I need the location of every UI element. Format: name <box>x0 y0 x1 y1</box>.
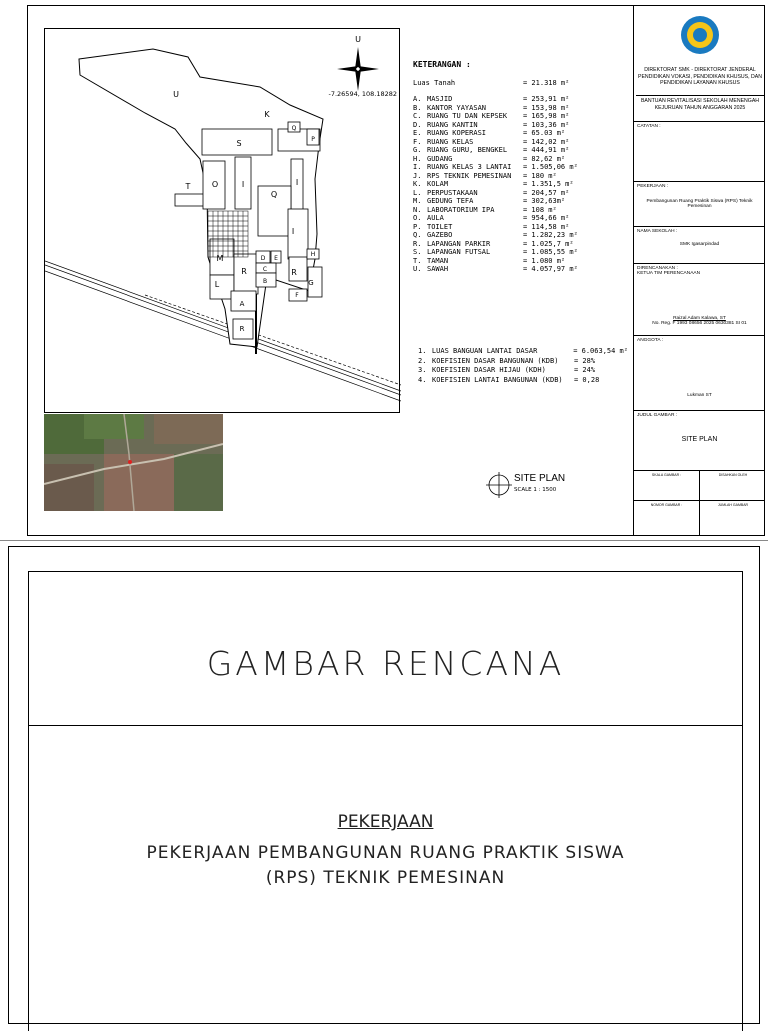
tb-nomor <box>634 501 765 536</box>
judul-label: JUDUL GAMBAR : <box>637 413 678 418</box>
coefficient-row: 4. KOEFISIEN LANTAI BANGUNAN (KDB) = 0,28 <box>418 375 600 384</box>
section-marker-icon <box>486 472 512 498</box>
coefficient-row: 2. KOEFISIEN DASAR BANGUNAN (KDB) = 28% <box>418 356 596 365</box>
plan-label-q: Q <box>270 190 278 199</box>
tb-anggota <box>634 336 765 411</box>
cover-heading: GAMBAR RENCANA <box>206 644 565 683</box>
plan-label-f: F <box>295 292 299 299</box>
compass-label: U <box>355 35 361 44</box>
legend-row: C. RUANG TU DAN KEPSEK = 165,98 m² <box>413 112 570 120</box>
title-block <box>633 5 765 536</box>
anggota-name: Lukman ST <box>687 393 712 398</box>
nomor-label: NOMOR GAMBAR : <box>634 501 700 536</box>
plan-label-o: O <box>211 180 219 189</box>
plan-label-d: D <box>260 255 266 262</box>
legend-row: H. GUDANG = 82,62 m² <box>413 154 566 163</box>
cover-line-1: PEKERJAAN PEMBANGUNAN RUANG PRAKTIK SISWA <box>146 843 625 863</box>
legend-row: D. RUANG KANTIN = 103,36 m² <box>413 120 570 129</box>
legend-row: S. LAPANGAN FUTSAL = 1.085,55 m² <box>413 248 578 256</box>
cover-pekerjaan-title <box>29 812 742 832</box>
ketua-label: KETUA TIM PERENCANAAN <box>637 271 701 276</box>
legend-row: J. RPS TEKNIK PEMESINAN = 180 m² <box>413 171 557 180</box>
pekerjaan-label: PEKERJAAN : <box>637 184 669 189</box>
legend-row: I. RUANG KELAS 3 LANTAI = 1.505,06 m² <box>413 163 578 171</box>
agency-name: DIREKTORAT SMK - DIREKTORAT JENDERAL PENDIDIKAN VOKASI, PENDIDIKAN KHUSUS, DAN PENDIDIKAN LAYANAN KHUSUS <box>638 67 762 86</box>
plan-label-i-2: I <box>295 178 299 187</box>
tb-pekerjaan <box>634 182 765 227</box>
site-plan-svg <box>45 29 401 414</box>
legend-row: R. LAPANGAN PARKIR = 1.025,7 m² <box>413 239 574 248</box>
legend-row: L. PERPUSTAKAAN = 204,57 m² <box>413 188 570 197</box>
pekerjaan-value: Pembangunan Ruang Praktik Siswa (RPS) Teknik Pemesinan <box>646 199 753 209</box>
tb-header <box>634 5 765 122</box>
plan-label-g: G <box>308 279 314 287</box>
cover-inner-frame <box>28 571 743 1031</box>
sekolah-value: SMK Igasarpindad <box>679 242 720 247</box>
legend-row: M. GEDUNG TEFA = 302,63m² <box>413 197 566 205</box>
plan-label-s: S <box>236 139 242 148</box>
plan-label-a: A <box>239 300 245 308</box>
coordinate-label: -7.26594, 108.18282 <box>328 90 397 98</box>
luas-value: = 21.318 m² <box>523 79 570 87</box>
direncanakan-label: DIRENCANAKAN : <box>637 266 678 271</box>
coefficient-list <box>418 347 628 385</box>
legend-row: T. TAMAN = 1.080 m² <box>413 256 566 265</box>
disahkan-label: DISAHKAN OLEH <box>718 473 748 477</box>
legend-row: E. RUANG KOPERASI = 65.03 m² <box>413 129 566 137</box>
plan-label-q-small: Q <box>291 125 297 132</box>
plan-label-r-1: R <box>241 267 247 276</box>
plan-label-t: T <box>185 182 191 191</box>
site-plan-drawing <box>44 28 400 413</box>
anggota-label: ANGGOTA : <box>637 338 664 343</box>
plan-label-p: P <box>311 136 315 143</box>
legend-title: KETERANGAN : <box>413 60 471 69</box>
tut-wuri-logo-icon <box>680 15 720 55</box>
cover-divider <box>29 725 742 726</box>
cover-sheet <box>8 546 760 1024</box>
luas-label: Luas Tanah <box>413 79 456 87</box>
jumlah-label: JUMLAH GAMBAR <box>717 503 749 507</box>
tb-judul <box>634 411 765 471</box>
plan-label-b: B <box>262 278 268 285</box>
ketua-name: Raizal Adam Kalawa, ST <box>673 316 726 321</box>
tb-sekolah <box>634 227 765 264</box>
tb-catatan <box>634 122 765 182</box>
legend-rows <box>413 95 628 274</box>
legend-row: K. KOLAM = 1.351,5 m² <box>413 180 574 188</box>
coefficient-row: 1. LUAS BANGUAN LANTAI DASAR = 6.063,54 m² <box>418 347 628 355</box>
legend-row: G. RUANG GURU, BENGKEL = 444,91 m² <box>413 146 570 154</box>
plan-label-m: M <box>216 254 224 263</box>
satellite-map-image <box>44 414 223 511</box>
legend-row: B. KANTOR YAYASAN = 153,98 m² <box>413 103 570 112</box>
plan-label-r-3: R <box>239 325 245 333</box>
legend <box>413 60 628 274</box>
skala-label: SKALA GAMBAR : <box>634 471 700 501</box>
tb-skala <box>634 471 765 501</box>
coefficient-row: 3. KOEFISIEN DASAR HIJAU (KDH) = 24% <box>418 366 596 374</box>
plan-label-l: L <box>214 280 220 289</box>
cover-line-2: (RPS) TEKNIK PEMESINAN <box>265 868 506 888</box>
legend-row: U. SAWAH = 4.057,97 m² <box>413 265 578 273</box>
plan-label-e: E <box>274 255 278 262</box>
plan-label-r-2: R <box>291 268 297 277</box>
plan-label-u: U <box>173 90 179 99</box>
plan-label-i-1: I <box>241 180 245 189</box>
legend-row: N. LABORATORIUM IPA = 108 m² <box>413 205 557 214</box>
catatan-label: CATATAN : <box>637 124 661 129</box>
tb-direncanakan <box>634 264 765 336</box>
plan-label-c: C <box>262 266 268 273</box>
north-compass-icon <box>337 35 379 91</box>
plan-label-i-3: I <box>291 227 295 236</box>
site-plan-scale: SCALE 1 : 1500 <box>514 487 557 493</box>
legend-row: A. MASJID = 253,91 m² <box>413 95 570 103</box>
pekerjaan-title-text: PEKERJAAN <box>337 812 434 832</box>
legend-row: P. TOILET = 114,58 m² <box>413 222 570 231</box>
plan-label-k: K <box>264 110 270 119</box>
plan-label-h: H <box>310 251 316 258</box>
site-plan-label <box>486 470 596 500</box>
sekolah-label: NAMA SEKOLAH : <box>637 229 678 234</box>
judul-value: SITE PLAN <box>681 436 718 443</box>
legend-row: Q. GAZEBO = 1.282,23 m² <box>413 231 578 239</box>
site-plan-title: SITE PLAN <box>514 473 566 484</box>
luas-tanah-row <box>413 79 628 87</box>
program-name: BANTUAN REVITALISASI SEKOLAH MENENGAH KEJURUAN TAHUN ANGGARAN 2025 <box>636 95 764 111</box>
legend-row: F. RUANG KELAS = 142,02 m² <box>413 137 570 146</box>
ketua-reg: No. Reg. F 1993 08656 2025 0630381 SI 01 <box>652 321 747 326</box>
legend-row: O. AULA = 954,66 m² <box>413 214 570 222</box>
